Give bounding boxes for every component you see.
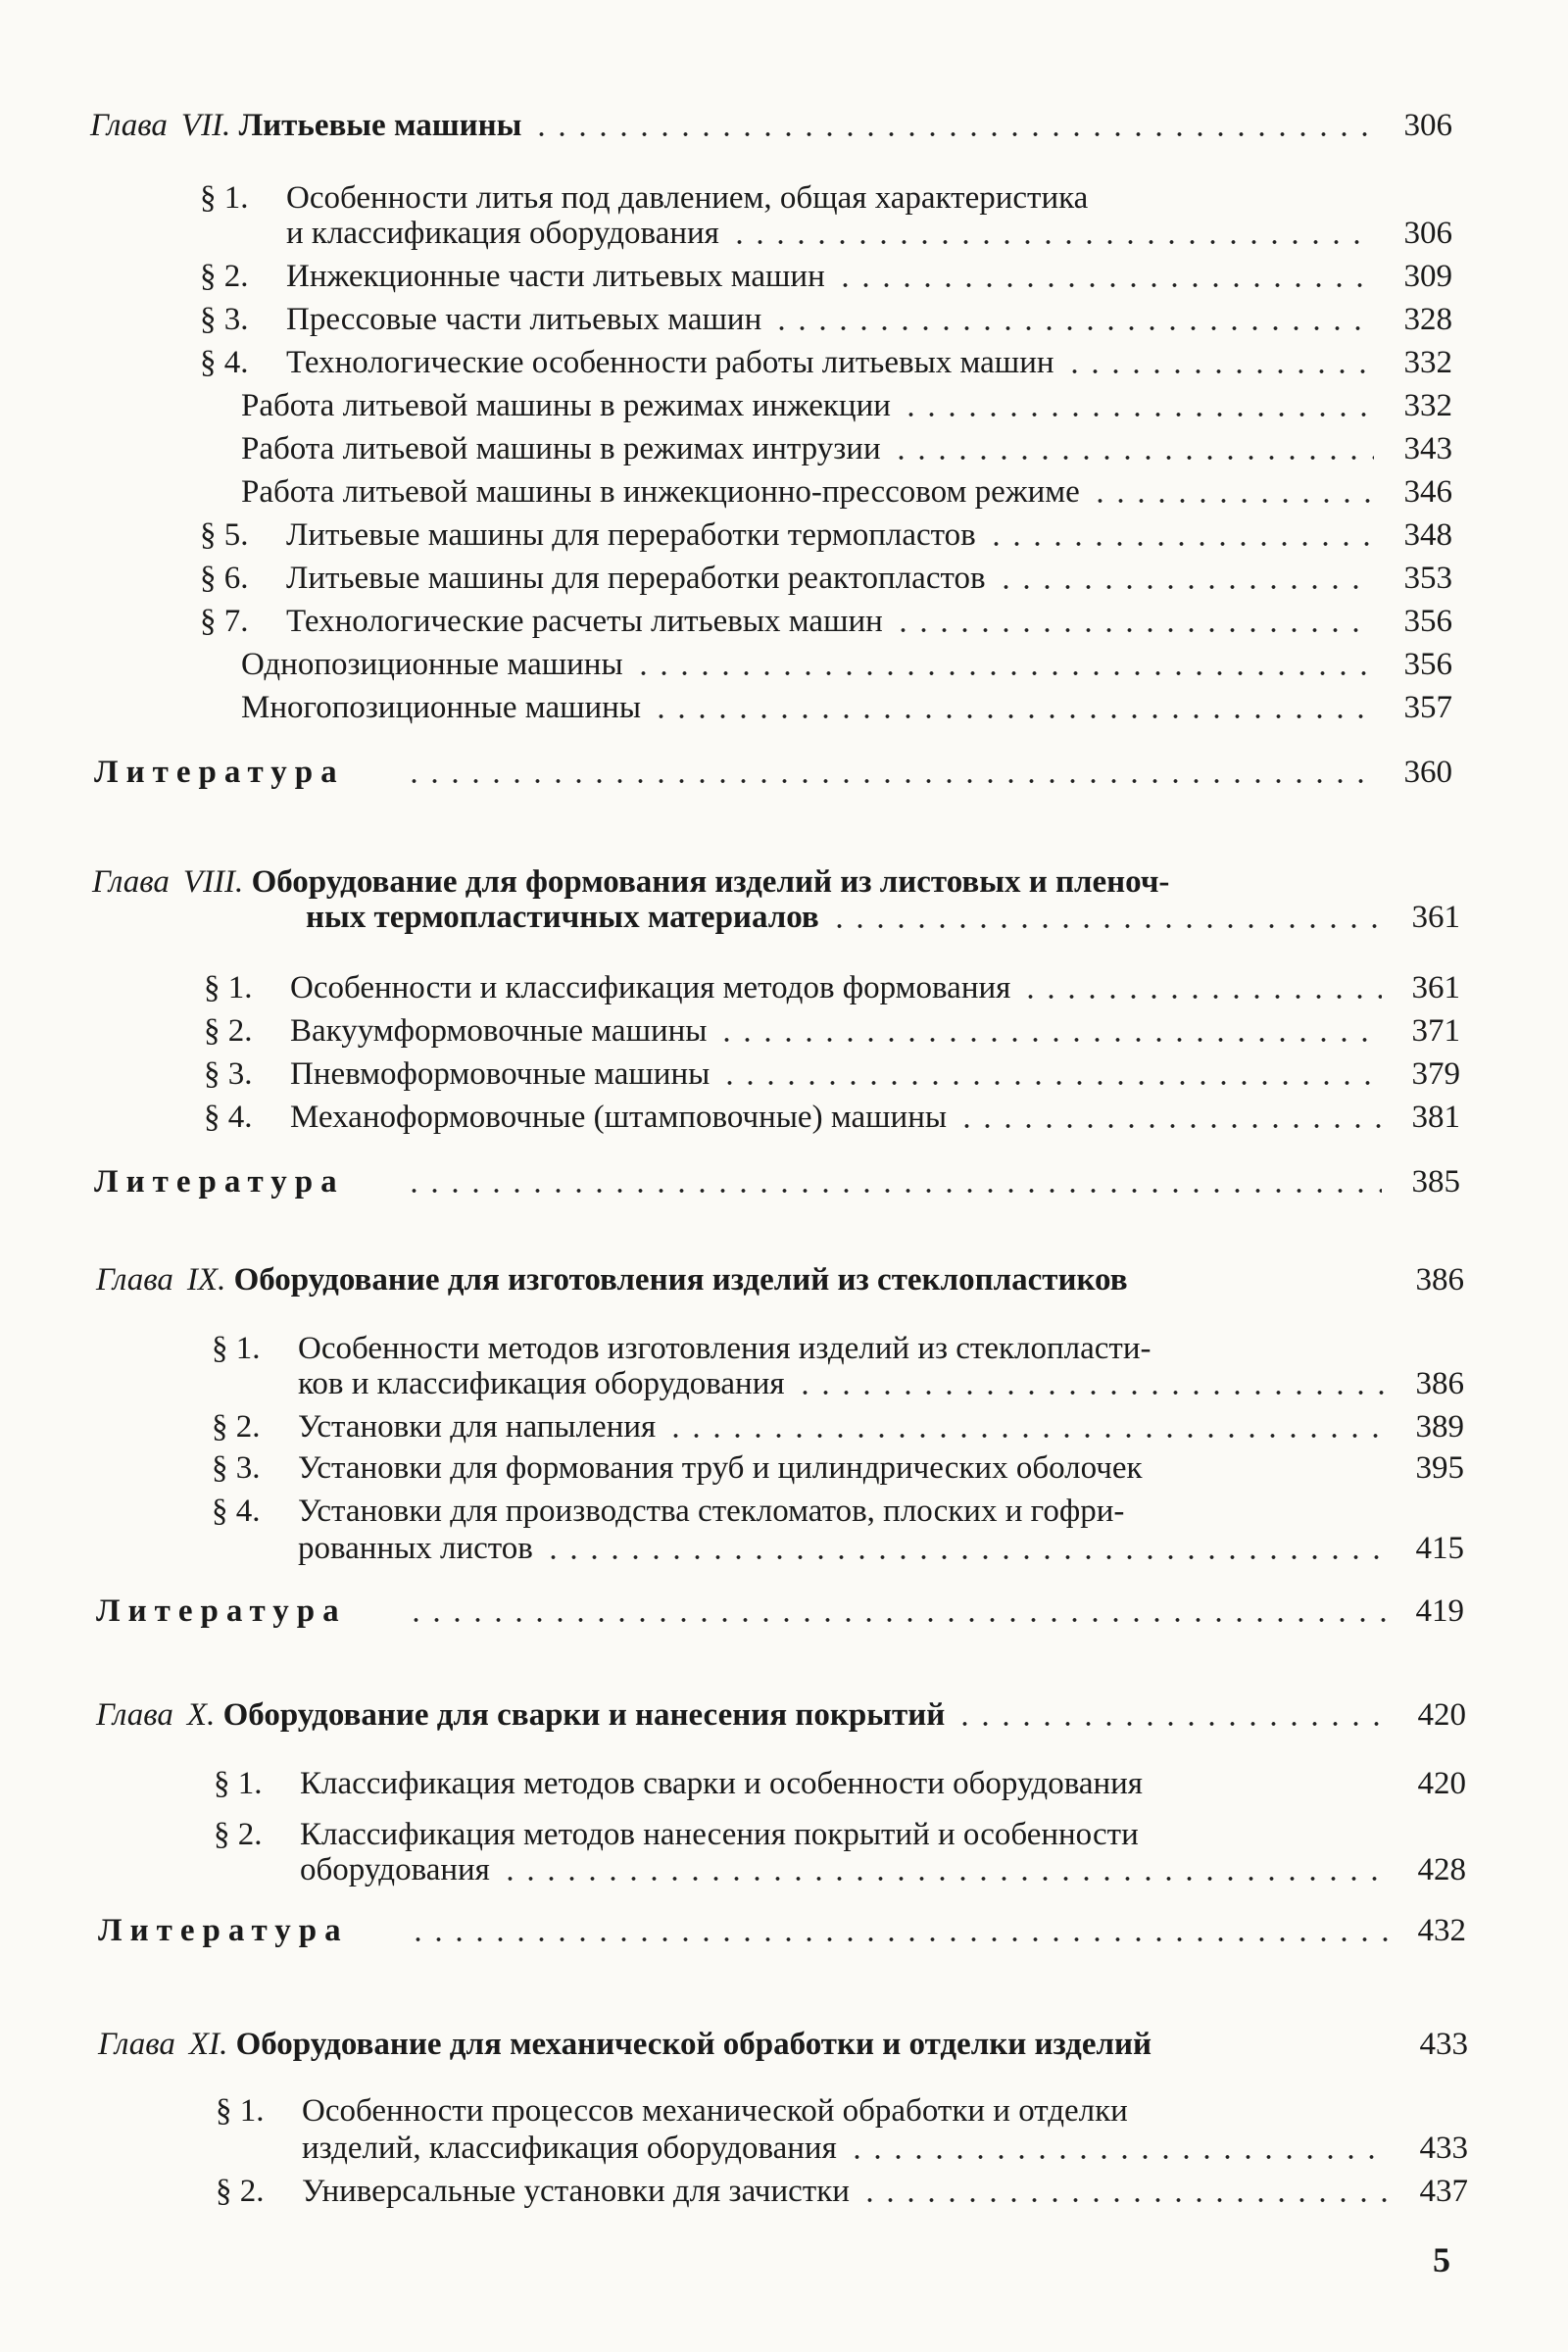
literature-entry: [94, 1162, 1460, 1201]
page-number: 437: [1419, 2174, 1468, 2209]
dot-leader: [986, 542, 1374, 546]
page-number: 386: [1415, 1366, 1464, 1401]
dot-leader: [406, 1618, 1386, 1622]
chapter-number: VIII.: [182, 864, 244, 900]
section-title: Технологические особенности работы литьевых машин: [286, 345, 1054, 380]
page-number: 361: [1411, 900, 1460, 935]
page-number: 356: [1403, 647, 1452, 682]
section-entry: [298, 1364, 1464, 1403]
chapter-label: Глава: [92, 864, 170, 900]
section-entry: [204, 1011, 1460, 1051]
section-number: § 1.: [204, 970, 253, 1005]
section-title: Установки для напыления: [298, 1409, 657, 1445]
section-number: § 1.: [212, 1331, 261, 1366]
subsection-title: Работа литьевой машины в режимах инжекции: [241, 388, 891, 423]
section-title: Классификация методов сварки и особенности оборудования: [300, 1766, 1143, 1801]
subsection-title: Работа литьевой машины в инжекционно-прессовом режиме: [241, 474, 1080, 510]
subsection-entry: [241, 472, 1452, 512]
literature-entry: [98, 1911, 1466, 1950]
section-number: § 2.: [214, 1817, 263, 1852]
dot-leader: [716, 1038, 1382, 1042]
section-entry: [200, 343, 1452, 382]
section-title: Литьевые машины для переработки реактопластов: [286, 561, 986, 596]
section-line: [216, 2091, 1128, 2131]
page-number: 356: [1403, 604, 1452, 639]
section-number: § 2.: [204, 1013, 253, 1049]
page-number: 420: [1417, 1766, 1466, 1801]
chapter-title: Оборудование для сварки и нанесения покрытий: [222, 1697, 946, 1733]
chapter-label: Глава: [96, 1262, 173, 1298]
section-number: § 7.: [200, 604, 249, 639]
section-title: рованных листов: [298, 1531, 533, 1566]
dot-leader: [996, 585, 1374, 589]
section-title: Особенности процессов механической обработки и отделки: [302, 2093, 1128, 2129]
page-number: 346: [1403, 474, 1452, 510]
dot-leader: [829, 924, 1382, 928]
dot-leader: [1020, 995, 1382, 999]
page-number: 306: [1403, 216, 1452, 251]
page-number: 332: [1403, 345, 1452, 380]
dot-leader: [543, 1555, 1386, 1559]
subsection-title: Работа литьевой машины в режимах интрузии: [241, 431, 881, 466]
page-number: 386: [1415, 1262, 1464, 1298]
dot-leader: [835, 283, 1374, 287]
dot-leader: [859, 2198, 1390, 2202]
chapter-title: Оборудование для механической обработки и отделки изделий: [235, 2027, 1152, 2062]
section-number: § 2.: [200, 259, 249, 294]
section-entry: [214, 1764, 1466, 1803]
page-number: 306: [1403, 108, 1452, 143]
section-number: § 2.: [216, 2174, 265, 2209]
section-number: § 3.: [204, 1056, 253, 1092]
section-entry: [200, 257, 1452, 296]
literature-label: Литература: [94, 1164, 345, 1200]
dot-leader: [633, 671, 1374, 675]
dot-leader: [795, 1391, 1386, 1395]
section-line: [214, 1815, 1139, 1854]
section-number: § 4.: [204, 1100, 253, 1135]
page-number: 432: [1417, 1913, 1466, 1948]
chapter-ix-heading: [96, 1260, 1464, 1299]
dot-leader: [531, 132, 1374, 136]
section-entry: [200, 300, 1452, 339]
dot-leader: [665, 1434, 1386, 1438]
dot-leader: [1161, 2051, 1390, 2055]
section-entry: [300, 1850, 1466, 1889]
section-number: § 6.: [200, 561, 249, 596]
dot-leader: [1090, 499, 1374, 503]
section-title: Пневмоформовочные машины: [290, 1056, 710, 1092]
page-number: 361: [1411, 970, 1460, 1005]
section-number: § 1.: [214, 1766, 263, 1801]
section-entry: [204, 1054, 1460, 1094]
section-title: Особенности литья под давлением, общая характеристика: [286, 180, 1089, 216]
chapter-title: Оборудование для изготовления изделий из стеклопластиков: [233, 1262, 1128, 1298]
section-entry: [204, 1098, 1460, 1137]
section-title: Особенности методов изготовления изделий из стеклопласти-: [298, 1331, 1152, 1366]
dot-leader: [404, 1189, 1382, 1193]
page-number: 343: [1403, 431, 1452, 466]
section-title: Прессовые части литьевых машин: [286, 302, 762, 337]
dot-leader: [956, 1124, 1382, 1128]
page-folio-number: 5: [1433, 2240, 1450, 2279]
page-number: 420: [1417, 1697, 1466, 1733]
page-number: 381: [1411, 1100, 1460, 1135]
chapter-number: XI.: [188, 2027, 228, 2062]
page-number: 353: [1403, 561, 1452, 596]
chapter-label: Глава: [90, 108, 168, 143]
literature-label: Литература: [98, 1913, 349, 1948]
section-title: Литьевые машины для переработки термопластов: [286, 517, 976, 553]
dot-leader: [901, 413, 1374, 416]
dot-leader: [1138, 1287, 1386, 1291]
section-title: Особенности и классификация методов формования: [290, 970, 1011, 1005]
page-number: 428: [1417, 1852, 1466, 1887]
page-number: 348: [1403, 517, 1452, 553]
dot-leader: [719, 1081, 1382, 1085]
dot-leader: [729, 240, 1374, 244]
dot-leader: [1064, 369, 1374, 373]
dot-leader: [771, 326, 1374, 330]
dot-leader: [500, 1877, 1388, 1881]
chapter-number: VII.: [180, 108, 231, 143]
section-title: оборудования: [300, 1852, 490, 1887]
section-title: Универсальные установки для зачистки: [302, 2174, 850, 2209]
chapter-vii-heading: [90, 106, 1452, 145]
section-title: Технологические расчеты литьевых машин: [286, 604, 883, 639]
section-number: § 5.: [200, 517, 249, 553]
page-number: 371: [1411, 1013, 1460, 1049]
page-number: 328: [1403, 302, 1452, 337]
page-number: 419: [1415, 1593, 1464, 1629]
section-entry: [216, 2172, 1468, 2211]
page-number: 357: [1403, 690, 1452, 725]
page-number: 389: [1415, 1409, 1464, 1445]
chapter-label: Глава: [96, 1697, 173, 1733]
dot-leader: [651, 714, 1374, 718]
section-line: [200, 178, 1088, 218]
section-number: § 4.: [200, 345, 249, 380]
dot-leader: [408, 1937, 1388, 1941]
section-number: § 3.: [212, 1450, 261, 1486]
section-line: [212, 1329, 1152, 1368]
chapter-viii-heading-cont: [306, 898, 1460, 937]
section-title: Механоформовочные (штамповочные) машины: [290, 1100, 948, 1135]
chapter-number: X.: [186, 1697, 216, 1733]
chapter-title: Оборудование для формования изделий из листовых и пленоч-: [251, 864, 1170, 900]
page-number: 433: [1419, 2027, 1468, 2062]
dot-leader: [404, 779, 1374, 783]
page-number: 395: [1415, 1450, 1464, 1486]
chapter-title: Литьевые машины: [238, 108, 522, 143]
section-entry: [200, 515, 1452, 555]
subsection-entry: [241, 688, 1452, 727]
subsection-entry: [241, 645, 1452, 684]
section-entry: [302, 2129, 1468, 2168]
section-title: ков и классификация оборудования: [298, 1366, 785, 1401]
subsection-entry: [241, 429, 1452, 468]
section-entry: [286, 214, 1452, 253]
section-entry: [212, 1407, 1464, 1446]
section-entry: [212, 1448, 1464, 1488]
literature-entry: [94, 753, 1452, 792]
dot-leader: [893, 628, 1374, 632]
section-entry: [200, 602, 1452, 641]
page-number: 360: [1403, 755, 1452, 790]
section-title: Инжекционные части литьевых машин: [286, 259, 825, 294]
section-number: § 2.: [212, 1409, 261, 1445]
subsection-entry: [241, 386, 1452, 425]
chapter-number: IX.: [186, 1262, 226, 1298]
section-line: [212, 1492, 1124, 1531]
section-title: изделий, классификация оборудования: [302, 2131, 837, 2166]
chapter-viii-heading: [92, 862, 1169, 902]
page-number: 309: [1403, 259, 1452, 294]
literature-label: Литература: [94, 755, 345, 790]
section-title: Классификация методов нанесения покрытий и особенности: [300, 1817, 1139, 1852]
section-entry: [298, 1529, 1464, 1568]
section-entry: [204, 968, 1460, 1007]
section-number: § 1.: [216, 2093, 265, 2129]
literature-entry: [96, 1592, 1464, 1631]
dot-leader: [955, 1722, 1388, 1726]
section-title: Вакуумформовочные машины: [290, 1013, 708, 1049]
dot-leader: [847, 2155, 1390, 2159]
section-number: § 3.: [200, 302, 249, 337]
chapter-title: ных термопластичных материалов: [306, 900, 819, 935]
dot-leader: [891, 456, 1374, 460]
page-number: 415: [1415, 1531, 1464, 1566]
section-number: § 1.: [200, 180, 249, 216]
dot-leader: [1152, 1790, 1388, 1794]
subsection-title: Однопозиционные машины: [241, 647, 623, 682]
section-title: и классификация оборудования: [286, 216, 719, 251]
section-number: § 4.: [212, 1494, 261, 1529]
section-title: Установки для формования труб и цилиндрических оболочек: [298, 1450, 1143, 1486]
page-number: 379: [1411, 1056, 1460, 1092]
literature-label: Литература: [96, 1593, 347, 1629]
section-entry: [200, 559, 1452, 598]
dot-leader: [1152, 1475, 1386, 1479]
section-title: Установки для производства стекломатов, плоских и гофри-: [298, 1494, 1125, 1529]
page-number: 332: [1403, 388, 1452, 423]
chapter-x-heading: [96, 1695, 1466, 1735]
page-number: 385: [1411, 1164, 1460, 1200]
page-number: 433: [1419, 2131, 1468, 2166]
chapter-label: Глава: [98, 2027, 175, 2062]
subsection-title: Многопозиционные машины: [241, 690, 641, 725]
chapter-xi-heading: [98, 2025, 1468, 2064]
